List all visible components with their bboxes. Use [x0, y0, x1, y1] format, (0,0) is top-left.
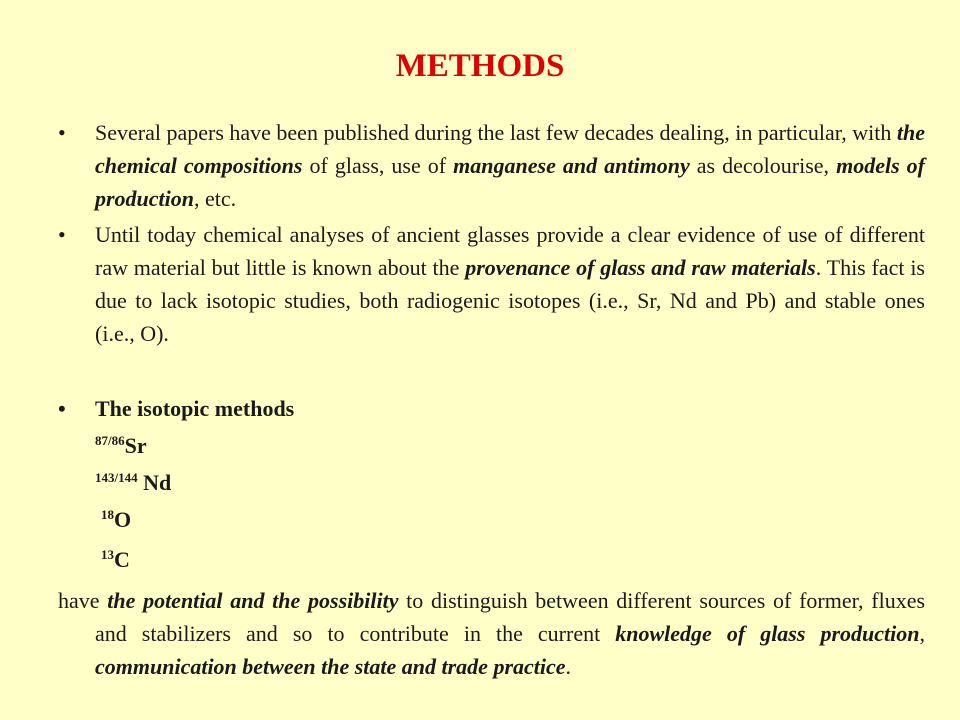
closing-paragraph	[58, 584, 925, 683]
bullet-literature-emphasis-3: models of production	[95, 153, 925, 211]
closing-emphasis-2: knowledge of glass production	[615, 621, 920, 646]
bullet-literature-text-4: , etc.	[194, 186, 237, 211]
isotope-carbon	[101, 545, 130, 575]
isotope-mass: 18	[101, 507, 114, 522]
isotope-neodymium	[95, 468, 171, 498]
bullet-literature-emphasis-2: manganese and antimony	[453, 153, 690, 178]
closing-text-1: have	[58, 588, 108, 613]
bullet-isotopic-methods-text: The isotopic methods	[95, 396, 295, 421]
bullet-literature-text-2: of glass, use of	[302, 153, 454, 178]
isotope-mass: 87/86	[95, 433, 125, 448]
bullet-marker: •	[58, 222, 66, 247]
isotope-oxygen	[101, 505, 131, 535]
closing-text-2: to distinguish between different sources of former, fluxes and stabilizers and so to contribute in the current	[95, 588, 926, 646]
isotope-strontium	[95, 431, 147, 461]
bullet-provenance-text-2: . This fact is due to lack isotopic studies, both radiogenic isotopes (i.e., Sr, Nd and Pb) and stable ones (i.e., O).	[95, 255, 925, 346]
bullet-isotopic-methods	[58, 392, 925, 425]
closing-emphasis-1: the potential and the possibility	[107, 588, 399, 613]
bullet-literature-emphasis-1: the chemical compositions	[95, 120, 925, 178]
closing-emphasis-3: communication between the state and trade practice	[95, 654, 566, 679]
isotope-mass: 13	[101, 547, 114, 562]
bullet-provenance-emphasis-1: provenance of glass and raw materials	[465, 255, 816, 280]
isotope-symbol: Sr	[124, 433, 147, 458]
bullet-literature-text-1: Several papers have been published during the last few decades dealing, in particular, with	[95, 120, 897, 145]
isotope-mass: 143/144	[95, 470, 138, 485]
bullet-provenance-text-1: Until today chemical analyses of ancient glasses provide a clear evidence of use of different raw material but little is known about the	[95, 222, 925, 280]
bullet-marker: •	[58, 120, 66, 145]
bullet-literature-text-3: as decolourise,	[689, 153, 837, 178]
isotope-symbol: O	[114, 507, 132, 532]
closing-text-3: ,	[919, 621, 925, 646]
isotope-symbol: Nd	[137, 470, 172, 495]
isotope-symbol: C	[114, 547, 130, 572]
bullet-provenance	[58, 218, 925, 350]
bullet-marker: •	[58, 396, 66, 421]
closing-text-4: .	[565, 654, 572, 679]
slide-title: METHODS	[395, 48, 565, 84]
bullet-literature	[58, 116, 925, 215]
